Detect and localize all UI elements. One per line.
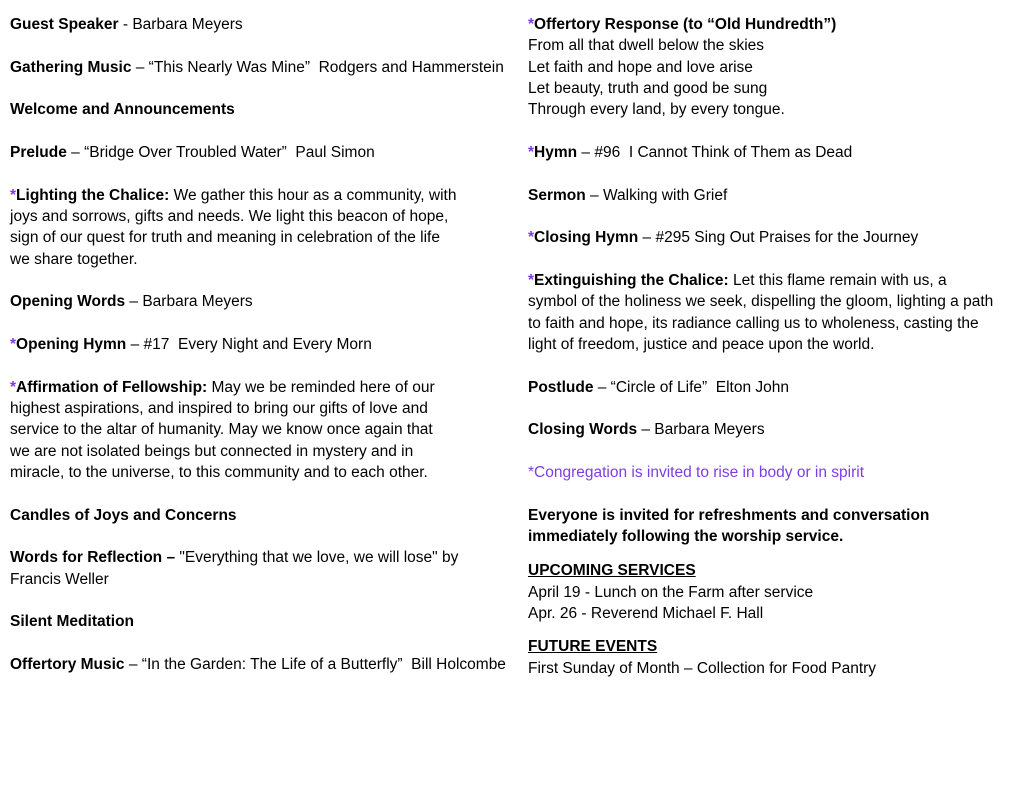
item-text: – #96 I Cannot Think of Them as Dead (577, 143, 853, 161)
item-text: – #17 Every Night and Every Morn (126, 335, 372, 353)
item-text: – Barbara Meyers (637, 421, 765, 439)
hymn-lyric-line: From all that dwell below the skies (528, 37, 765, 55)
refreshments-note (528, 505, 1018, 548)
rise-asterisk: * (10, 378, 17, 396)
item-text: – Barbara Meyers (125, 293, 253, 311)
right-column (528, 14, 1018, 679)
rise-asterisk: * (528, 229, 535, 247)
item-text: – “This Nearly Was Mine” Rodgers and Hammerstein (131, 58, 504, 76)
item-text-line: we share together. (10, 250, 138, 268)
item-label: Postlude (528, 378, 594, 396)
item-text: – Walking with Grief (585, 186, 728, 204)
item-text: – “Bridge Over Troubled Water” Paul Simon (66, 143, 375, 161)
left-column (10, 14, 520, 675)
item-label: Candles of Joys and Concerns (10, 506, 237, 524)
order-item-lighting-the-chalice (10, 185, 520, 270)
rise-asterisk: * (528, 16, 535, 33)
item-text: May we be reminded here of our (207, 378, 435, 396)
order-item-welcome-announcements (10, 99, 520, 120)
item-label: Gathering Music (10, 58, 132, 76)
item-text-line: symbol of the holiness we seek, dispelling the gloom, lighting a path (528, 293, 994, 311)
hymn-lyric-line: Through every land, by every tongue. (528, 101, 785, 119)
item-label: Extinguishing the Chalice: (534, 271, 729, 289)
item-text-line: highest aspirations, and inspired to bring our gifts of love and (10, 399, 428, 417)
item-label: Offertory Music (10, 655, 125, 673)
future-events-section (528, 636, 1018, 679)
rise-asterisk: * (528, 271, 535, 289)
order-item-gathering-music (10, 57, 520, 78)
item-text: – “Circle of Life” Elton John (593, 378, 790, 396)
item-label: Closing Hymn (534, 229, 639, 247)
order-item-words-for-reflection (10, 547, 520, 590)
upcoming-services-header: UPCOMING SERVICES (528, 562, 696, 580)
upcoming-services-section (528, 560, 1018, 624)
item-text-line: Francis Weller (10, 570, 109, 588)
future-event-line: First Sunday of Month – Collection for Food Pantry (528, 659, 877, 677)
rise-asterisk: * (528, 143, 535, 161)
item-label: Affirmation of Fellowship: (16, 378, 208, 396)
order-item-affirmation-of-fellowship (10, 377, 520, 484)
order-item-sermon (528, 185, 1018, 206)
item-text: "Everything that we love, we will lose" by (175, 549, 459, 567)
order-item-opening-words (10, 291, 520, 312)
item-text-line: to faith and hope, its radiance calling us to wholeness, casting the (528, 314, 979, 332)
item-text: – #295 Sing Out Praises for the Journey (638, 229, 919, 247)
item-text: We gather this hour as a community, with (169, 186, 457, 204)
item-label: Prelude (10, 143, 67, 161)
congregation-rise-note: *Congregation is invited to rise in body or in spirit (528, 463, 865, 481)
order-item-closing-words (528, 419, 1018, 440)
order-item-offertory-response (528, 14, 1018, 121)
item-label: Offertory Response (to “Old Hundredth”) (534, 16, 837, 33)
hymn-lyric-line: Let beauty, truth and good be sung (528, 79, 768, 97)
order-item-silent-meditation (10, 611, 520, 632)
item-label: Lighting the Chalice: (16, 186, 170, 204)
order-item-extinguishing-the-chalice (528, 270, 1018, 355)
note-line: Everyone is invited for refreshments and conversation (528, 506, 930, 524)
item-text-line: sign of our quest for truth and meaning in celebration of the life (10, 229, 440, 247)
item-text-line: miracle, to the universe, to this community and to each other. (10, 463, 428, 481)
hymn-lyric-line: Let faith and hope and love arise (528, 58, 753, 76)
item-label: Opening Words (10, 293, 126, 311)
note-line: immediately following the worship service. (528, 527, 844, 545)
item-label: Opening Hymn (16, 335, 127, 353)
item-label: Sermon (528, 186, 586, 204)
item-label: Hymn (534, 143, 578, 161)
order-item-prelude (10, 142, 520, 163)
service-event-line: Apr. 26 - Reverend Michael F. Hall (528, 604, 764, 622)
item-text: - Barbara Meyers (118, 16, 243, 33)
order-item-offertory-music (10, 654, 520, 675)
future-events-header: FUTURE EVENTS (528, 638, 658, 656)
order-item-guest-speaker (10, 14, 520, 35)
service-event-line: April 19 - Lunch on the Farm after service (528, 583, 814, 601)
item-text: Let this flame remain with us, a (728, 271, 947, 289)
item-label: Silent Meditation (10, 613, 134, 631)
order-item-closing-hymn (528, 227, 1018, 248)
item-label: Welcome and Announcements (10, 101, 235, 119)
order-item-opening-hymn (10, 334, 520, 355)
order-item-candles-joys-concerns (10, 505, 520, 526)
item-text: – “In the Garden: The Life of a Butterfly” Bill Holcombe (124, 655, 506, 673)
item-label: Closing Words (528, 421, 638, 439)
item-label: Guest Speaker (10, 16, 119, 33)
rise-asterisk: * (10, 186, 17, 204)
rise-asterisk: * (10, 335, 17, 353)
order-item-postlude (528, 377, 1018, 398)
item-text-line: joys and sorrows, gifts and needs. We light this beacon of hope, (10, 207, 449, 225)
item-text-line: we are not isolated beings but connected in mystery and in (10, 442, 414, 460)
order-item-hymn (528, 142, 1018, 163)
item-text-line: light of freedom, justice and peace upon the world. (528, 335, 875, 353)
item-text-line: service to the altar of humanity. May we know once again that (10, 421, 433, 439)
item-label: Words for Reflection – (10, 549, 176, 567)
